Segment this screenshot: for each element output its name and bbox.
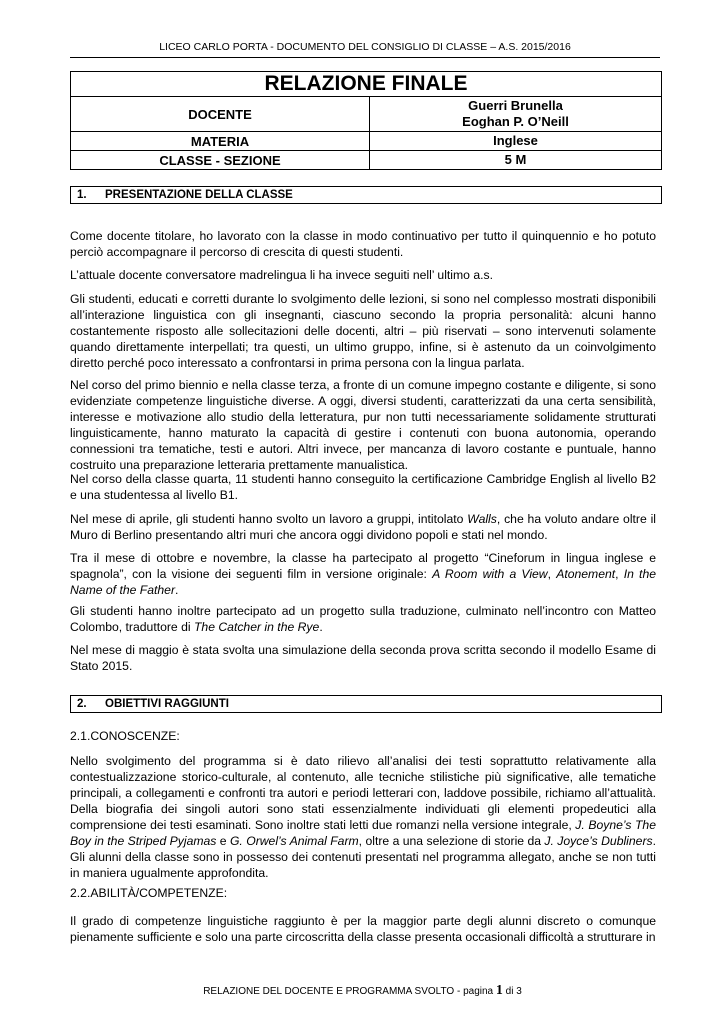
classe-label: CLASSE - SEZIONE (71, 151, 370, 170)
paragraph: L’attuale docente conversatore madrelingua li ha invece seguiti nell’ ultimo a.s. (70, 268, 493, 282)
text-run: . (175, 583, 179, 597)
title-walls: Walls (467, 512, 497, 526)
paragraph-walls (70, 511, 656, 543)
section-title: OBIETTIVI RAGGIUNTI (105, 698, 229, 710)
book-title: J. Boyne’s The Boy in the Striped Pyjamas (70, 818, 656, 848)
text-run: Nello svolgimento del programma si è dato rilievo all’analisi dei testi soprattutto relativamente alla contestualizzazione storico-culturale, al contenuto, alle tecniche stilistiche più significative, alle tematiche principali, a collegamenti e confronti tra autori e periodi letterari con, laddove possibile, richiamo all’attualità. Della biografia dei singoli autori sono stati essenzialmente individuati gli elementi propedeutici alla comprensione dei testi esaminati. Sono inoltre stati letti due romanzi nella versione integrale, (70, 754, 656, 832)
section-number: 1. (77, 189, 87, 201)
text-run: e (216, 834, 230, 848)
section-2-heading (70, 695, 662, 713)
paragraph-abilita: Il grado di competenze linguistiche raggiunto è per la maggior parte degli alunni discreto o comunque pienamente sufficiente e solo una parte circoscritta della classe presenta occasionali difficoltà a strutturare in (70, 914, 656, 944)
materia-label: MATERIA (71, 132, 370, 151)
page-number: 1 (495, 983, 503, 998)
book-title: J. Joyce’s Dubliners (544, 834, 653, 848)
footer-text: RELAZIONE DEL DOCENTE E PROGRAMMA SVOLTO - pagina (203, 986, 494, 997)
subsection-conoscenze: 2.1.CONOSCENZE: (70, 729, 180, 743)
film-title: Atonement (556, 567, 616, 581)
text-run: , oltre a una selezione di storie da (358, 834, 545, 848)
book-title: The Catcher in the Rye (193, 620, 320, 634)
docente-name-1: Guerri Brunella (468, 98, 563, 113)
paragraph-traduzione (70, 603, 656, 635)
section-title: PRESENTAZIONE DELLA CLASSE (105, 189, 293, 201)
docente-label: DOCENTE (71, 97, 370, 132)
text-run: Nel mese di aprile, gli studenti hanno svolto un lavoro a gruppi, intitolato (70, 512, 468, 526)
text-run: , (547, 567, 557, 581)
paragraph: Nel mese di maggio è stata svolta una simulazione della seconda prova scritta secondo il modello Esame di Stato 2015. (70, 643, 656, 673)
report-title: RELAZIONE FINALE (71, 72, 662, 97)
paragraph: Gli studenti, educati e corretti durante lo svolgimento delle lezioni, si sono nel complesso mostrati disponibili all’interazione linguistica con gli insegnanti, ciascuno secondo la propria personalità: alcuni hanno costantemente risposto alle sollecitazioni delle docenti, altri – più riservati – sono intervenuti solamente quando direttamente interpellati; tra questi, un ultimo gruppo, infine, si è astenuto da un coinvolgimento diretto perché poco interessato a confrontarsi in prima persona con la lingua parlata. (70, 292, 656, 370)
section-number: 2. (77, 698, 87, 710)
docente-name-2: Eoghan P. O’Neill (462, 114, 569, 129)
film-title: In the Name of the Father (70, 567, 657, 597)
film-title: A Room with a View (432, 567, 548, 581)
page-total: di 3 (505, 986, 522, 997)
docente-value (370, 97, 662, 132)
paragraph: Come docente titolare, ho lavorato con la classe in modo continuativo per tutto il quinquennio e ho potuto perciò accompagnare il percorso di crescita di questi studenti. (70, 229, 656, 259)
classe-value: 5 M (370, 151, 662, 170)
materia-value: Inglese (370, 132, 662, 151)
subsection-abilita: 2.2.ABILITÀ/COMPETENZE: (70, 886, 228, 900)
text-run: Gli studenti hanno inoltre partecipato ad un progetto sulla traduzione, culminato nell’incontro con Matteo Colombo, traduttore di (70, 604, 656, 634)
text-run: . Gli alunni della classe sono in possesso dei contenuti presentati nel programma allegato, anche se non tutti in maniera ugualmente approfondita. (70, 834, 656, 880)
paragraph-conoscenze (70, 753, 656, 881)
section-1-heading (70, 186, 662, 204)
text-run: , (615, 567, 624, 581)
paragraph: Nel corso del primo biennio e nella classe terza, a fronte di un comune impegno costante e diligente, si sono evidenziate competenze linguistiche diverse. A oggi, diversi studenti, caratterizzati da una certa sensibilità, interesse e motivazione allo studio della letteratura, pur non tutti necessariamente solidamente strutturati linguisticamente, hanno maturato la capacità di gestire i contenuti con buona autonomia, operando connessioni tra tematiche, testi e autori. Altri invece, per mancanza di lavoro costante e puntuale, hanno costruito una preparazione letteraria prettamente manualistica. (70, 378, 656, 472)
page-footer (0, 983, 725, 999)
info-table (70, 71, 662, 170)
book-title: G. Orwel’s Animal Farm (229, 834, 359, 848)
text-run: , che ha voluto andare oltre il Muro di Berlino presentando altri muri che ancora oggi dividono popoli e stati nel mondo. (70, 512, 656, 542)
paragraph: Nel corso della classe quarta, 11 studenti hanno conseguito la certificazione Cambridge English al livello B2 e una studentessa al livello B1. (70, 472, 656, 502)
text-run: . (319, 620, 323, 634)
header-rule (70, 57, 660, 58)
running-header: LICEO CARLO PORTA - DOCUMENTO DEL CONSIGLIO DI CLASSE – A.S. 2015/2016 (159, 41, 571, 53)
paragraph-cineforum (70, 550, 656, 598)
text-run: Tra il mese di ottobre e novembre, la classe ha partecipato al progetto “Cineforum in lingua inglese e spagnola”, con la visione dei seguenti film in versione originale: (70, 551, 656, 581)
